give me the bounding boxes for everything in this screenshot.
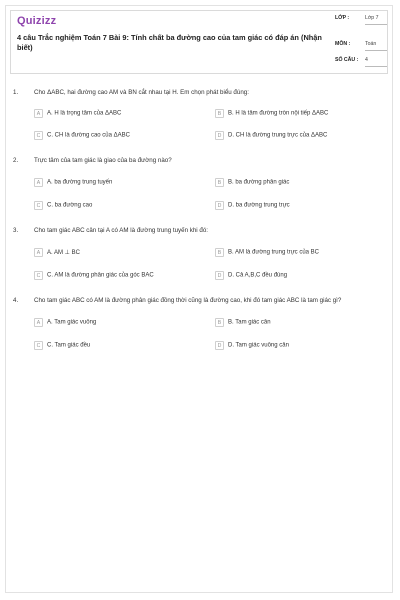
option-text: A. Tam giác vuông bbox=[47, 319, 97, 326]
option-text: B. ba đường phân giác bbox=[228, 179, 290, 186]
option-text: C. Tam giác đều bbox=[47, 342, 91, 349]
meta-info bbox=[335, 15, 387, 71]
option-d[interactable] bbox=[215, 271, 287, 280]
option-b[interactable] bbox=[215, 248, 319, 257]
option-c[interactable] bbox=[34, 341, 90, 350]
meta-subject-value: Toán bbox=[365, 41, 387, 51]
question-number: 4. bbox=[13, 297, 19, 304]
option-text: B. H là tâm đường tròn nội tiếp ΔABC bbox=[228, 110, 329, 117]
option-c[interactable] bbox=[34, 131, 130, 140]
option-text: B. AM là đường trung trực của BC bbox=[228, 249, 320, 256]
option-b[interactable] bbox=[215, 178, 289, 187]
option-text: B. Tam giác cân bbox=[228, 319, 271, 326]
question-number: 2. bbox=[13, 157, 19, 164]
meta-class bbox=[335, 15, 387, 41]
question-text: Cho tam giác ABC có AM là đường phân giác đồng thời cũng là đường cao, khi đó tam giác ABC là tam giác gì? bbox=[34, 297, 342, 304]
option-letter-box: B bbox=[215, 248, 224, 257]
option-a[interactable] bbox=[34, 318, 96, 327]
meta-class-value: Lớp 7 bbox=[365, 15, 387, 25]
option-letter-box: C bbox=[34, 271, 43, 280]
option-letter-box: D bbox=[215, 271, 224, 280]
option-text: C. ba đường cao bbox=[47, 202, 93, 209]
option-letter-box: B bbox=[215, 318, 224, 327]
option-a[interactable] bbox=[34, 248, 80, 257]
option-text: A. AM ⊥ BC bbox=[47, 250, 80, 256]
option-a[interactable] bbox=[34, 178, 112, 187]
question-number: 3. bbox=[13, 227, 19, 234]
option-c[interactable] bbox=[34, 201, 92, 210]
meta-subject bbox=[335, 41, 387, 57]
option-text: A. ba đường trung tuyến bbox=[47, 179, 113, 186]
meta-class-label: LỚP : bbox=[335, 15, 350, 21]
option-b[interactable] bbox=[215, 109, 328, 118]
option-c[interactable] bbox=[34, 271, 154, 280]
option-d[interactable] bbox=[215, 201, 290, 210]
option-letter-box: A bbox=[34, 248, 43, 257]
worksheet-title: 4 câu Trắc nghiệm Toán 7 Bài 9: Tính chất ba đường cao của tam giác có đáp án (Nhận biết) bbox=[17, 33, 322, 52]
option-text: D. Cả A,B,C đều đúng bbox=[228, 272, 288, 279]
option-letter-box: A bbox=[34, 178, 43, 187]
option-letter-box: C bbox=[34, 131, 43, 140]
option-letter-box: A bbox=[34, 109, 43, 118]
question-text: Trực tâm của tam giác là giao của ba đường nào? bbox=[34, 157, 172, 164]
option-letter-box: D bbox=[215, 201, 224, 210]
question-text: Cho ΔABC, hai đường cao AM và BN cắt nhau tại H. Em chọn phát biểu đúng: bbox=[34, 89, 249, 96]
option-letter-box: B bbox=[215, 109, 224, 118]
option-text: D. Tam giác vuông cân bbox=[228, 342, 289, 349]
option-text: C. AM là đường phân giác của góc BAC bbox=[47, 272, 154, 279]
option-letter-box: D bbox=[215, 131, 224, 140]
option-letter-box: D bbox=[215, 341, 224, 350]
meta-count-value: 4 bbox=[365, 57, 387, 67]
meta-subject-label: MÔN : bbox=[335, 41, 351, 47]
option-d[interactable] bbox=[215, 131, 327, 140]
worksheet-header bbox=[10, 10, 388, 74]
option-a[interactable] bbox=[34, 109, 121, 118]
option-text: C. CH là đường cao của ΔABC bbox=[47, 132, 130, 139]
option-d[interactable] bbox=[215, 341, 289, 350]
option-text: D. CH là đường trung trực của ΔABC bbox=[228, 132, 328, 139]
quizizz-logo: Quizizz bbox=[17, 15, 57, 27]
option-text: A. H là trọng tâm của ΔABC bbox=[47, 110, 122, 117]
option-b[interactable] bbox=[215, 318, 271, 327]
question-text: Cho tam giác ABC cân tại A có AM là đường trung tuyến khi đó: bbox=[34, 227, 208, 234]
option-letter-box: B bbox=[215, 178, 224, 187]
option-text: D. ba đường trung trực bbox=[228, 202, 290, 209]
meta-count bbox=[335, 57, 387, 71]
option-letter-box: C bbox=[34, 341, 43, 350]
meta-count-label: SỐ CÂU : bbox=[335, 57, 359, 63]
option-letter-box: C bbox=[34, 201, 43, 210]
option-letter-box: A bbox=[34, 318, 43, 327]
question-number: 1. bbox=[13, 89, 19, 96]
